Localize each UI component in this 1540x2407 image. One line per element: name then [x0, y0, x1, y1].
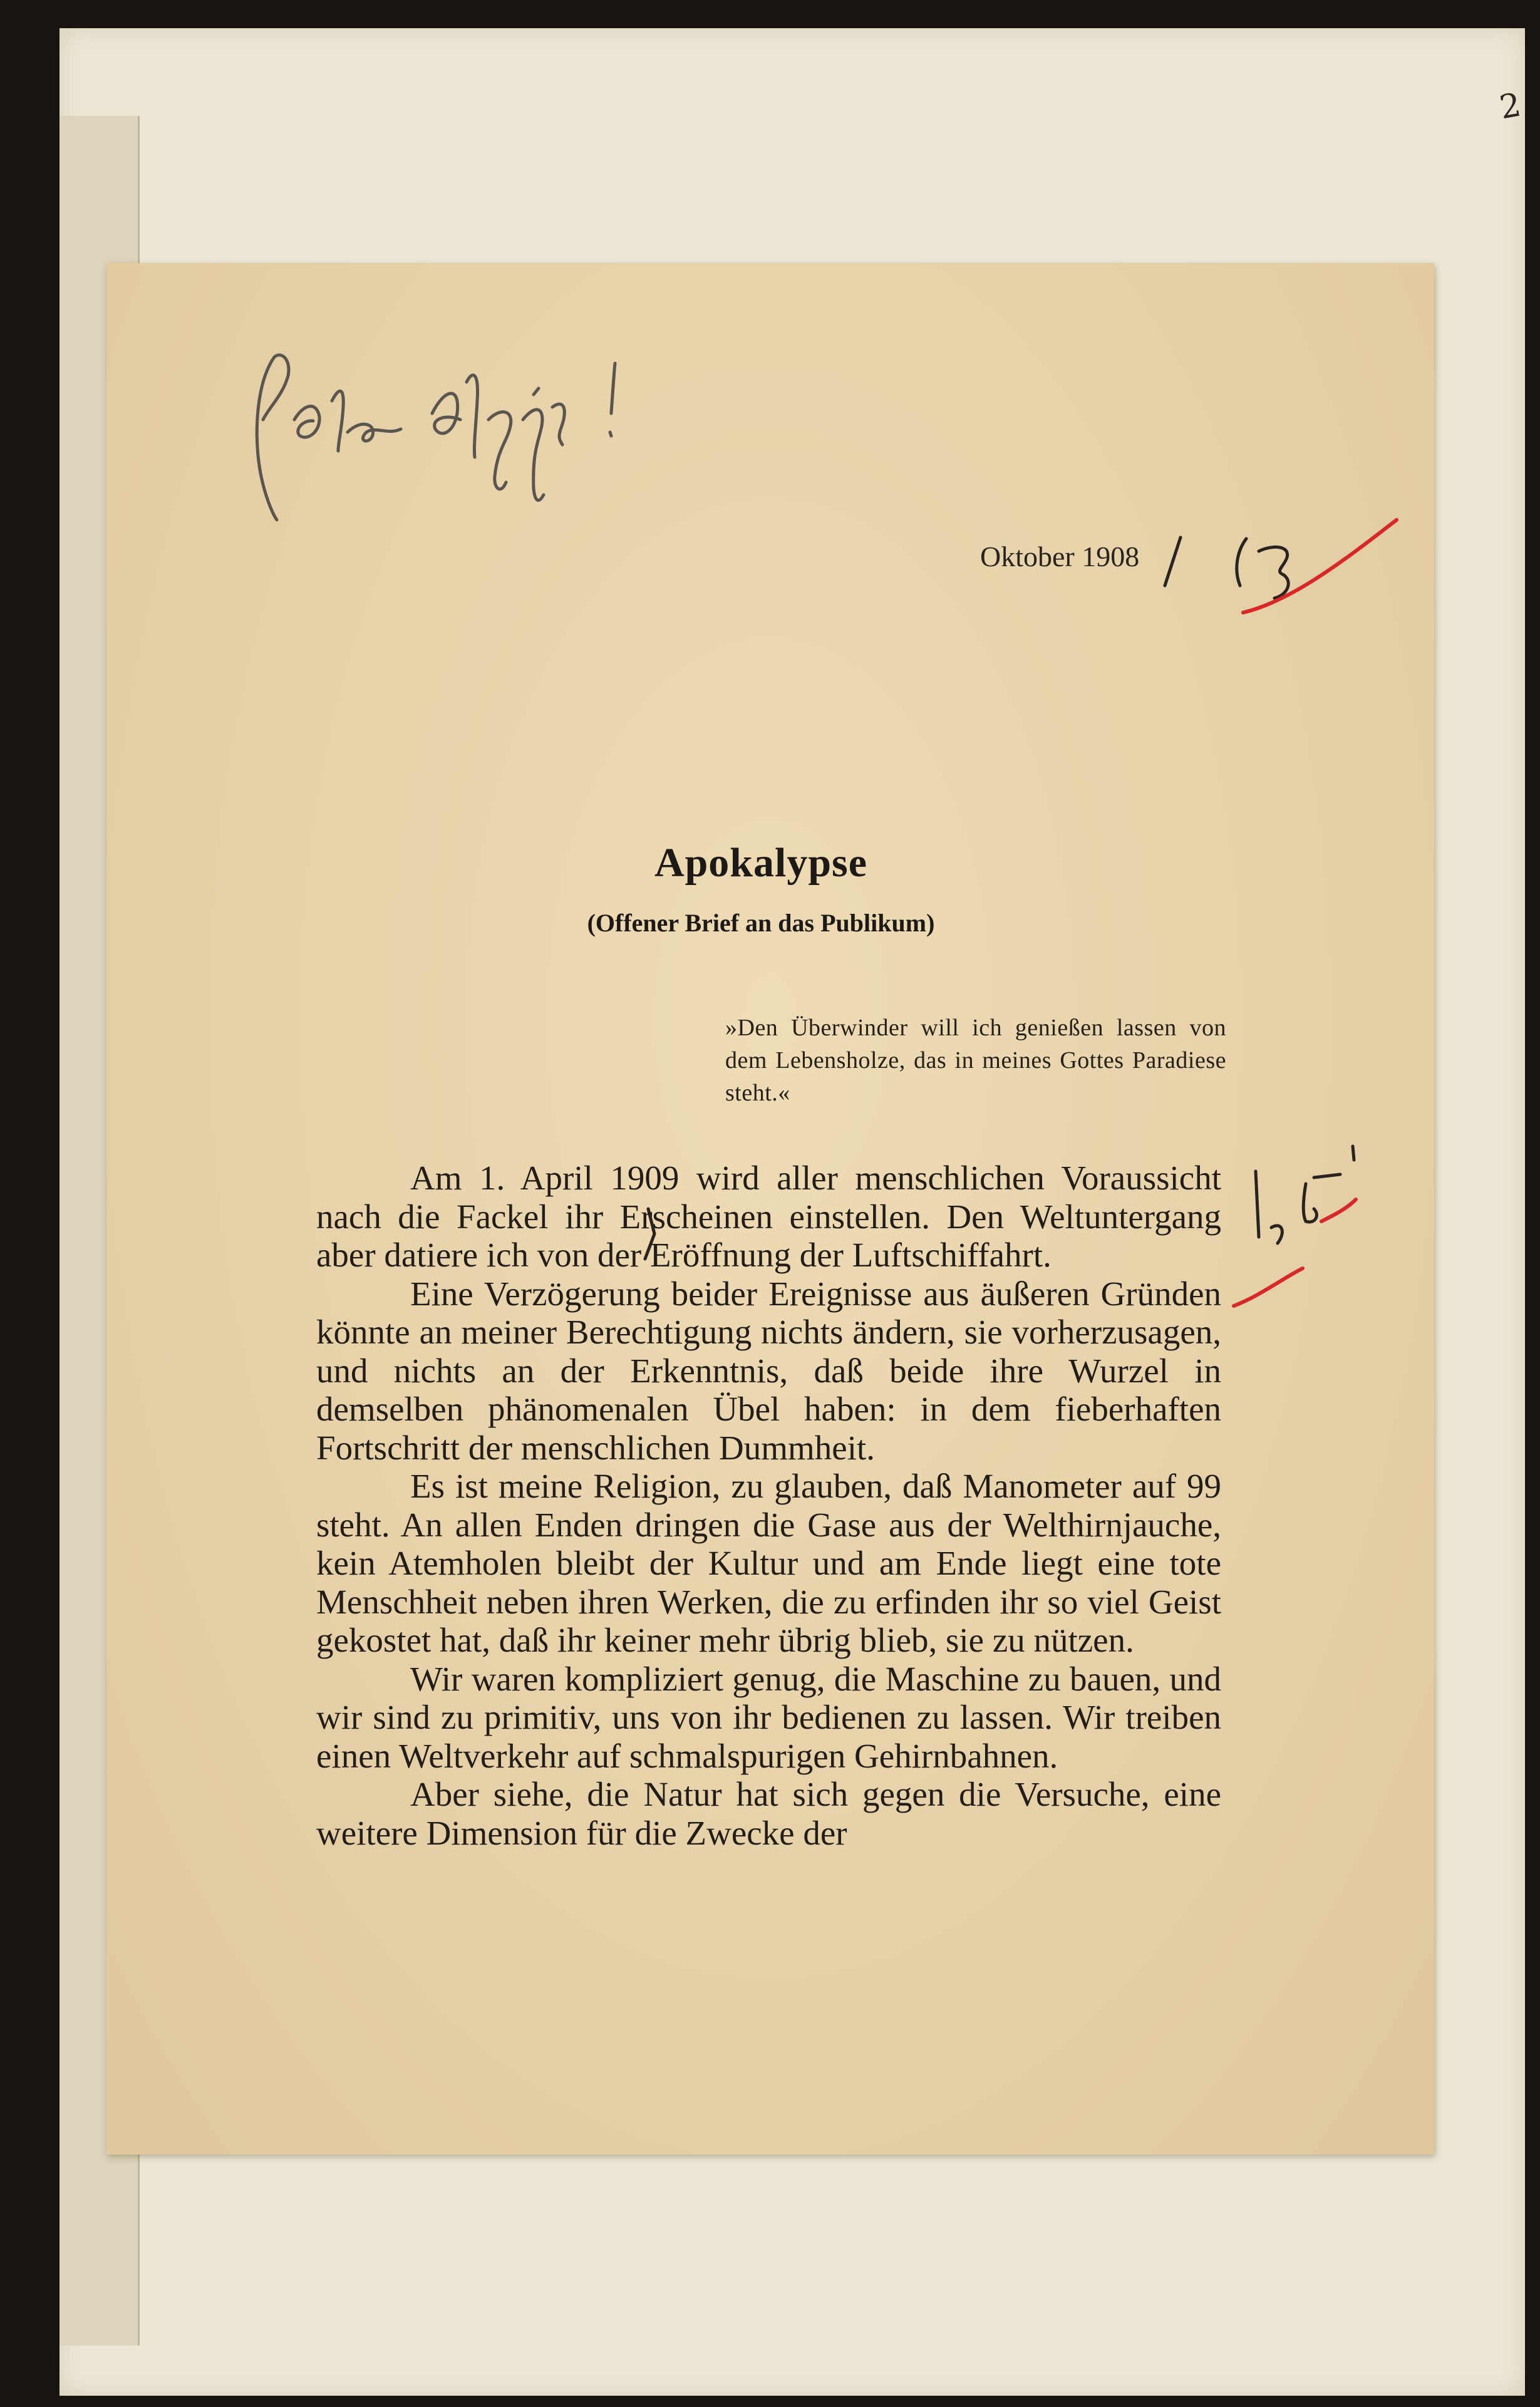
epigraph-quote: »Den Überwinder will ich genießen lassen von dem Lebensholze, das in meines Gottes Paradiese steht.« — [725, 1015, 1226, 1106]
body-paragraph: Eine Verzögerung beider Ereignisse aus äußeren Gründen könnte an meiner Berechtigung nichts ändern, sie vorherzusagen, und nichts an der Erkenntnis, daß beide ihre Wurzel in demselben phänomenalen Übel haben: in dem fieberhaften Fortschritt der menschlichen Dummheit. — [316, 1274, 1221, 1467]
folio-number: 2 — [1497, 86, 1524, 127]
body-paragraph: Aber siehe, die Natur hat sich gegen die Versuche, eine weitere Dimension für die Zwecke der — [316, 1775, 1221, 1852]
letter-title: Apokalypse — [654, 840, 868, 886]
body-paragraph: Wir waren kompliziert genug, die Maschine zu bauen, und wir sind zu primitiv, uns von ihr bedienen zu lassen. Wir treiben einen Weltverkehr auf schmalspurigen Gehirnbahnen. — [316, 1659, 1221, 1775]
letter-subtitle: (Offener Brief an das Publikum) — [587, 909, 935, 937]
letter-body — [316, 1159, 1221, 1852]
handwritten-pencil-note — [244, 326, 683, 532]
body-paragraph: Es ist meine Religion, zu glauben, daß Manometer auf 99 steht. An allen Enden dringen die Gase aus der Welthirnjauche, kein Atemholen bleibt der Kultur und am Ende liegt eine tote Menschheit neben ihren Werken, die zu erfinden ihr so viel Geist gekostet hat, daß ihr keiner mehr übrig blieb, sie zu nützen. — [316, 1467, 1221, 1659]
body-paragraph: Am 1. April 1909 wird aller menschlichen Voraussicht nach die Fackel ihr Erscheinen einstellen. Den Weltuntergang aber datiere ich von der Eröffnung der Luftschiffahrt. — [316, 1159, 1221, 1274]
letter-date: Oktober 1908 — [980, 541, 1140, 572]
